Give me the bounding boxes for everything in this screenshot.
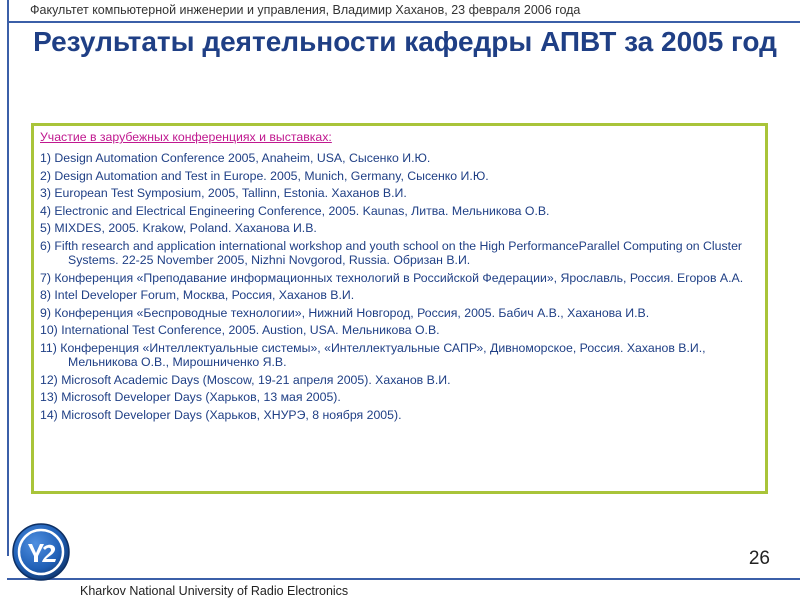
list-item: 11) Конференция «Интеллектуальные системы», «Интеллектуальные САПР», Дивноморское, Россия. Хаханов В.И., Мельникова О.В., Мирошниченко Я.В. bbox=[40, 340, 706, 369]
list-item: 5) MIXDES, 2005. Krakow, Poland. Хаханова И.В. bbox=[40, 221, 317, 235]
university-logo-icon bbox=[11, 522, 71, 582]
list-item: 8) Intel Developer Forum, Москва, Россия, Хаханов В.И. bbox=[40, 288, 355, 302]
list-item: 9) Конференция «Беспроводные технологии», Нижний Новгород, Россия, 2005. Бабич А.В., Хаханова И.В. bbox=[40, 305, 650, 320]
list-item: 14) Microsoft Developer Days (Харьков, ХНУРЭ, 8 ноября 2005). bbox=[40, 407, 402, 422]
list-item: 10) International Test Conference, 2005. Austion, USA. Мельникова О.В. bbox=[40, 323, 440, 337]
list-item: 2) Design Automation and Test in Europe. 2005, Munich, Germany, Сысенко И.Ю. bbox=[40, 168, 489, 183]
conference-list bbox=[40, 151, 759, 422]
slide-title: Результаты деятельности кафедры АПВТ за 2005 год bbox=[33, 26, 777, 57]
page-number: 26 bbox=[748, 548, 770, 569]
header-line: Факультет компьютерной инженерии и управления, Владимир Хаханов, 23 февраля 2006 года bbox=[30, 3, 581, 17]
section-heading: Участие в зарубежных конференциях и выставках: bbox=[40, 130, 332, 144]
left-frame-rule bbox=[7, 0, 9, 556]
list-item: 12) Microsoft Academic Days (Moscow, 19-21 апреля 2005). Хаханов В.И. bbox=[40, 372, 451, 387]
content-box bbox=[31, 123, 768, 494]
list-item: 1) Design Automation Conference 2005, Anaheim, USA, Сысенко И.Ю. bbox=[40, 151, 431, 165]
list-item: 7) Конференция «Преподавание информационных технологий в Российской Федерации», Ярославль, Россия. Егоров А.А. bbox=[40, 270, 744, 285]
list-item: 13) Microsoft Developer Days (Харьков, 13 мая 2005). bbox=[40, 390, 341, 404]
list-item: 6) Fifth research and application international workshop and youth school on the High PerformanceParallel Computing on Cluster Systems. 22-25 November 2005, Nizhni Novgorod, Russia. Обризан В.И. bbox=[40, 238, 742, 267]
list-item: 4) Electronic and Electrical Engineering Conference, 2005. Kaunas, Литва. Мельникова О.В. bbox=[40, 203, 550, 218]
list-item: 3) European Test Symposium, 2005, Tallinn, Estonia. Хаханов В.И. bbox=[40, 186, 407, 200]
top-frame-rule bbox=[7, 21, 800, 23]
footer-text: Kharkov National University of Radio Electronics bbox=[80, 584, 349, 598]
bottom-frame-rule bbox=[7, 578, 800, 580]
